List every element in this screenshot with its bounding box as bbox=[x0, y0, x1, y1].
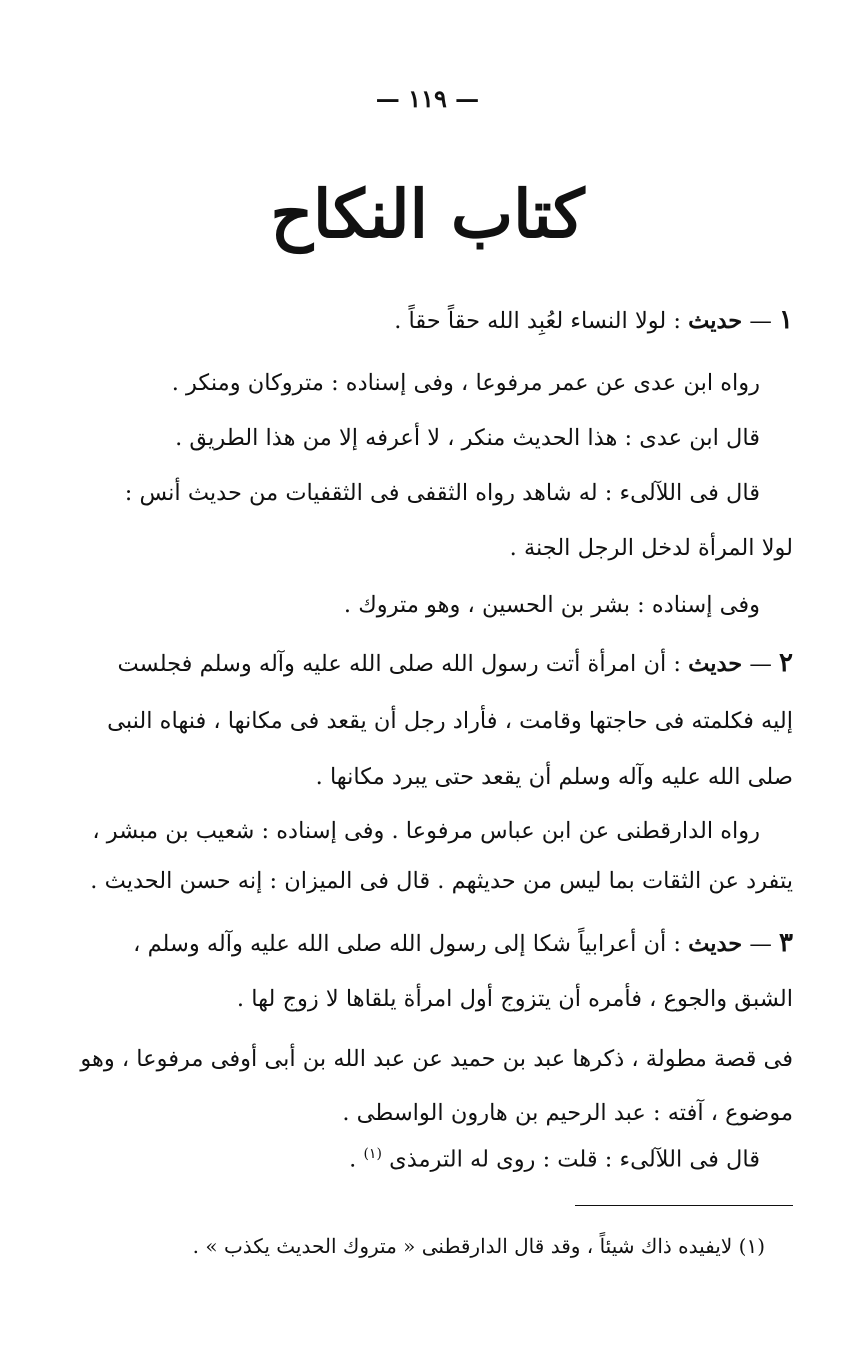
hadith-1-source-line-5: وفى إسناده : بشر بن الحسين ، وهو متروك . bbox=[343, 592, 760, 618]
hadith-label: حديث bbox=[688, 651, 743, 677]
hadith-1-source-line-2: قال ابن عدى : هذا الحديث منكر ، لا أعرفه إلا من هذا الطريق . bbox=[175, 425, 760, 451]
page-number: — ١١٩ — bbox=[375, 84, 480, 113]
footnote-divider bbox=[575, 1205, 793, 1206]
hadith-3-source-line-3: قال فى اللآلىء : قلت : روى له الترمذى $^{(١)}$ . bbox=[349, 1146, 760, 1173]
hadith-3-source-line-2: موضوع ، آفته : عبد الرحيم بن هارون الواسطى . bbox=[342, 1100, 793, 1126]
footnote: (١) لايفيده ذاك شيئاً ، وقد قال الدارقطنى « متروك الحديث يكذب » . bbox=[192, 1234, 765, 1258]
hadith-2-text-line-1: ٢ — حديث : أن امرأة أتت رسول الله صلى الله عليه وآله وسلم فجلست bbox=[117, 648, 793, 678]
hadith-3-text-line-2: الشبق والجوع ، فأمره أن يتزوج أول امرأة يلقاها لا زوج لها . bbox=[236, 986, 793, 1012]
hadith-label: حديث bbox=[688, 931, 743, 957]
hadith-label: حديث bbox=[688, 308, 743, 334]
hadith-text: أن امرأة أتت رسول الله صلى الله عليه وآله وسلم فجلست bbox=[117, 651, 667, 677]
hadith-2-source-line-2: يتفرد عن الثقات بما ليس من حديثهم . قال فى الميزان : إنه حسن الحديث . bbox=[90, 868, 793, 894]
chapter-title: كتاب النكاح bbox=[270, 175, 585, 253]
hadith-number: ٢ bbox=[779, 648, 793, 678]
hadith-1-source-line-1: رواه ابن عدى عن عمر مرفوعا ، وفى إسناده : متروكان ومنكر . bbox=[171, 370, 760, 396]
hadith-1-source-line-3: قال فى اللآلىء : له شاهد رواه الثقفى فى الثقفيات من حديث أنس : bbox=[124, 480, 760, 506]
hadith-2-text-line-3: صلى الله عليه وآله وسلم أن يقعد حتى يبرد مكانها . bbox=[315, 764, 793, 790]
hadith-3-source-line-1: فى قصة مطولة ، ذكرها عبد بن حميد عن عبد الله بن أبى أوفى مرفوعا ، وهو bbox=[80, 1046, 793, 1072]
hadith-text: أن أعرابياً شكا إلى رسول الله صلى الله عليه وآله وسلم ، bbox=[133, 931, 667, 957]
hadith-1-source-line-4: لولا المرأة لدخل الرجل الجنة . bbox=[509, 535, 793, 561]
source-text: قال فى اللآلىء : قلت : روى له الترمذى bbox=[389, 1146, 760, 1173]
hadith-number: ١ bbox=[779, 305, 793, 335]
hadith-2-text-line-2: إليه فكلمته فى حاجتها وقامت ، فأراد رجل أن يقعد فى مكانها ، فنهاه النبى bbox=[107, 708, 793, 734]
hadith-3-text-line-1: ٣ — حديث : أن أعرابياً شكا إلى رسول الله صلى الله عليه وآله وسلم ، bbox=[133, 928, 793, 958]
hadith-2-source-line-1: رواه الدارقطنى عن ابن عباس مرفوعا . وفى إسناده : شعيب بن مبشر ، bbox=[92, 818, 760, 844]
footnote-reference: (١) bbox=[363, 1146, 382, 1162]
hadith-1-text-line-1: ١ — حديث : لولا النساء لعُبِد الله حقاً حقاً . bbox=[394, 305, 793, 335]
hadith-number: ٣ bbox=[779, 928, 793, 958]
hadith-text: لولا النساء لعُبِد الله حقاً حقاً . bbox=[394, 308, 667, 334]
